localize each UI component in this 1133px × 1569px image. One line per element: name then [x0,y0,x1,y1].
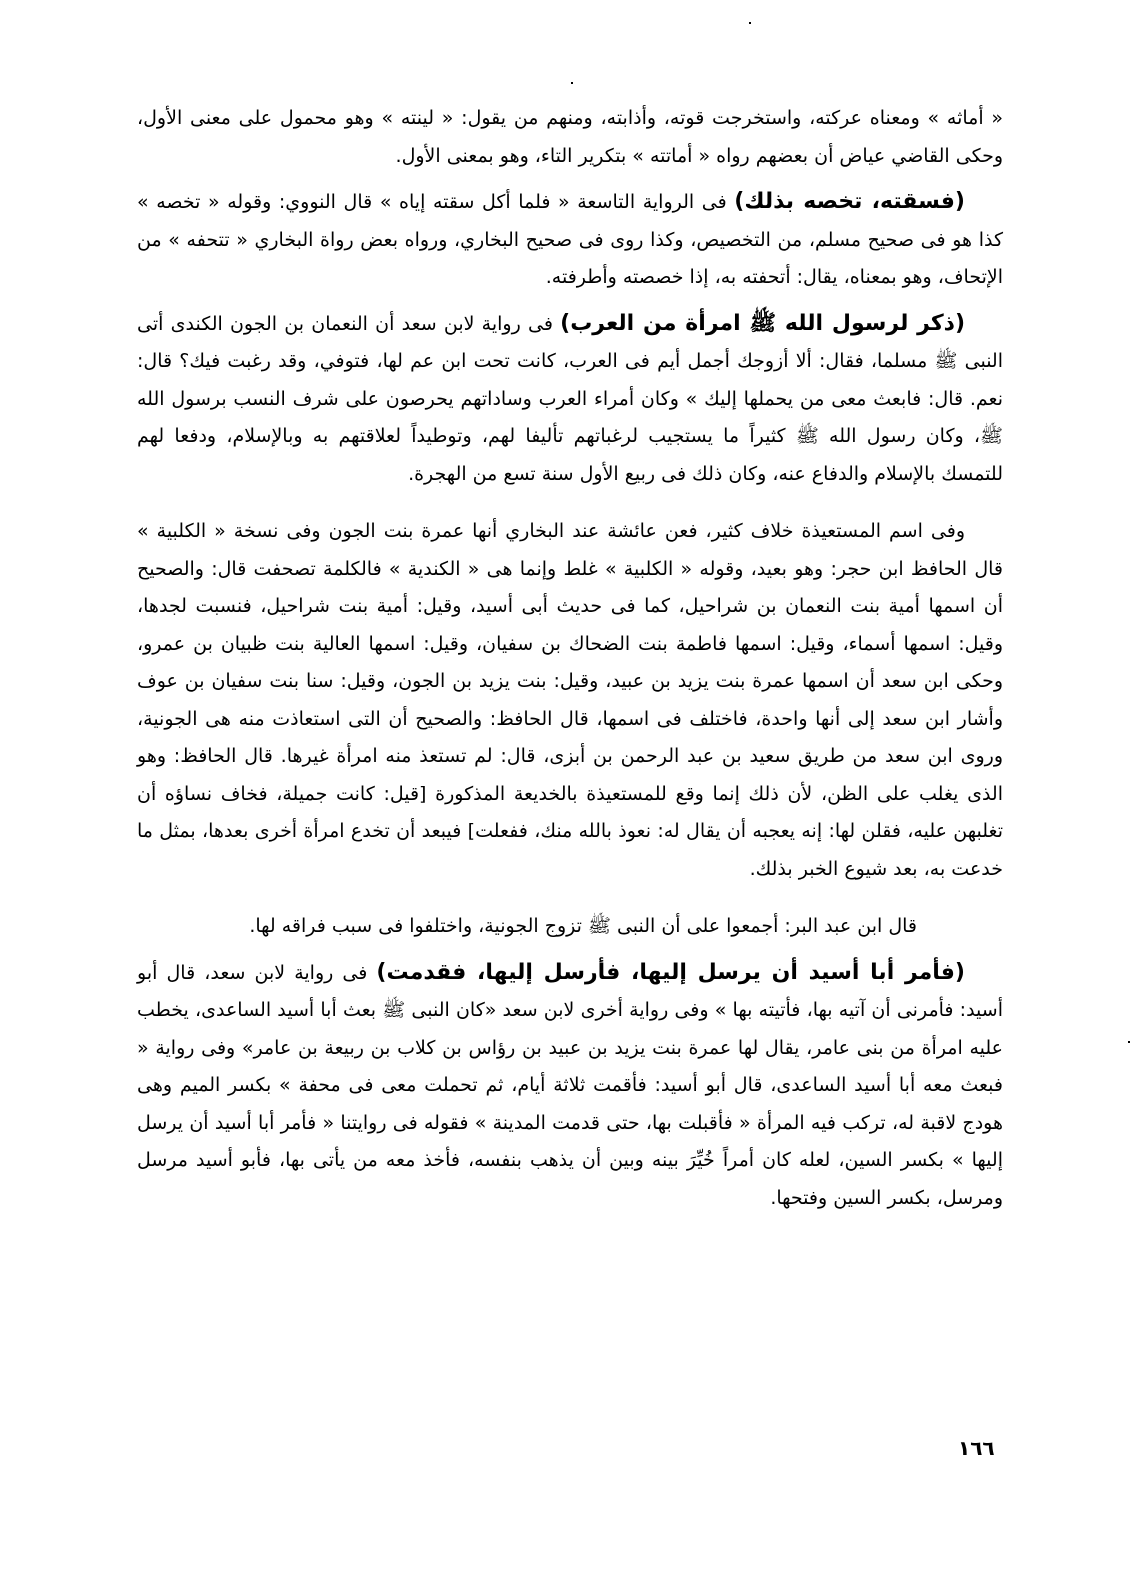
paragraph-2-text: فى الرواية التاسعة « فلما أكل سقته إياه » قال النووي: وقوله « تخصه » كذا هو فى صحيح مسلم، من التخصيص، وكذا روى فى صحيح البخاري، ورواه بعض رواة البخاري « تتحفه » من الإتحاف، وهو بمعناه، يقال: أتحفته به، إذا خصصته وأطرفته. [137,191,1003,288]
paragraph-1-text: « أماثه » ومعناه عركته، واستخرجت قوته، وأذابته، ومنهم من يقول: « لينته » وهو محمول على معنى الأول، وحكى القاضي عياض أن بعضهم رواه « أماتته » بتكرير التاء، وهو بمعنى الأول. [137,107,1003,167]
document-page [137,100,1003,1217]
scan-speck [571,82,573,84]
page-number: ١٦٦ [958,1436,995,1460]
paragraph-3-heading: (ذكر لرسول الله ﷺ امرأة من العرب) [560,310,965,336]
paragraph-4-text: وفى اسم المستعيذة خلاف كثير، فعن عائشة عند البخاري أنها عمرة بنت الجون وفى نسخة « الكلبية » قال الحافظ ابن حجر: وهو بعيد، وقوله « الكلبية » غلط وإنما هى « الكندية » فالكلمة تصحفت قال: والصحيح أن اسمها أمية بنت النعمان بن شراحيل، كما فى حديث أبى أسيد، وقيل: أمية بنت شراحيل، فنسبت لجدها، وقيل: اسمها أسماء، وقيل: اسمها فاطمة بنت الضحاك بن سفيان، وقيل: اسمها العالية بنت ظبيان بن عمرو، وحكى ابن سعد أن اسمها عمرة بنت يزيد بن عبيد، وقيل: بنت يزيد بن الجون، وقيل: سنا بنت سفيان بن عوف وأشار ابن سعد إلى أنها واحدة، فاختلف فى اسمها، قال الحافظ: والصحيح أن التى استعاذت منه هى الجونية، وروى ابن سعد من طريق سعيد بن عبد الرحمن بن أبزى، قال: لم تستعذ منه امرأة غيرها. قال الحافظ: وهو الذى يغلب على الظن، لأن ذلك إنما وقع للمستعيذة بالخديعة المذكورة [قيل: كانت جميلة، فخاف نساؤه أن تغلبهن عليه، فقلن لها: إنه يعجبه أن يقال له: نعوذ بالله منك، ففعلت] فيبعد أن تخدع امرأة أخرى بعدها، بمثل ما خدعت به، بعد شيوع الخبر بذلك. [137,520,1003,880]
scan-speck [749,22,751,24]
paragraph-3 [137,305,1003,494]
paragraph-6 [137,954,1003,1218]
paragraph-4 [137,513,1003,888]
scan-speck [1128,1041,1130,1043]
paragraph-6-heading: (فأمر أبا أسيد أن يرسل إليها، فأرسل إليها، فقدمت) [376,959,965,985]
paragraph-2 [137,183,1003,297]
paragraph-1 [137,100,1003,175]
paragraph-5-text: قال ابن عبد البر: أجمعوا على أن النبى ﷺ تزوج الجونية، واختلفوا فى سبب فراقه لها. [249,915,917,937]
paragraph-6-text: فى رواية لابن سعد، قال أبو أسيد: فأمرنى أن آتيه بها، فأتيته بها » وفى رواية أخرى لابن سعد «كان النبى ﷺ بعث أبا أسيد الساعدى، يخطب عليه امرأة من بنى عامر، يقال لها عمرة بنت يزيد بن عبيد بن رؤاس بن كلاب بن ربيعة بن عامر» وفى رواية « فبعث معه أبا أسيد الساعدى، قال أبو أسيد: فأقمت ثلاثة أيام، ثم تحملت معى فى محفة » بكسر الميم وهى هودج لاقبة له، تركب فيه المرأة « فأقبلت بها، حتى قدمت المدينة » فقوله فى روايتنا « فأمر أبا أسيد أن يرسل إليها » بكسر السين، لعله كان أمراً خُيِّرَ بينه وبين أن يذهب بنفسه، فأخذ معه من يأتى بها، فأبو أسيد مرسل ومرسل، بكسر السين وفتحها. [137,961,1003,1209]
paragraph-3-text: فى رواية لابن سعد أن النعمان بن الجون الكندى أتى النبى ﷺ مسلما، فقال: ألا أزوجك أجمل أيم فى العرب، كانت تحت ابن عم لها، فتوفي، وقد رغبت فيك؟ قال: نعم. قال: فابعث معى من يحملها إليك » وكان أمراء العرب وساداتهم يحرصون على شرف النسب برسول الله ﷺ، وكان رسول الله ﷺ كثيراً ما يستجيب لرغباتهم تأليفا لهم، وتوطيداً لعلاقتهم به وبالإسلام، ودفعا لهم للتمسك بالإسلام والدفاع عنه، وكان ذلك فى ربيع الأول سنة تسع من الهجرة. [137,312,1003,485]
paragraph-5 [137,908,1003,946]
paragraph-2-heading: (فسقته، تخصه بذلك) [734,189,965,214]
